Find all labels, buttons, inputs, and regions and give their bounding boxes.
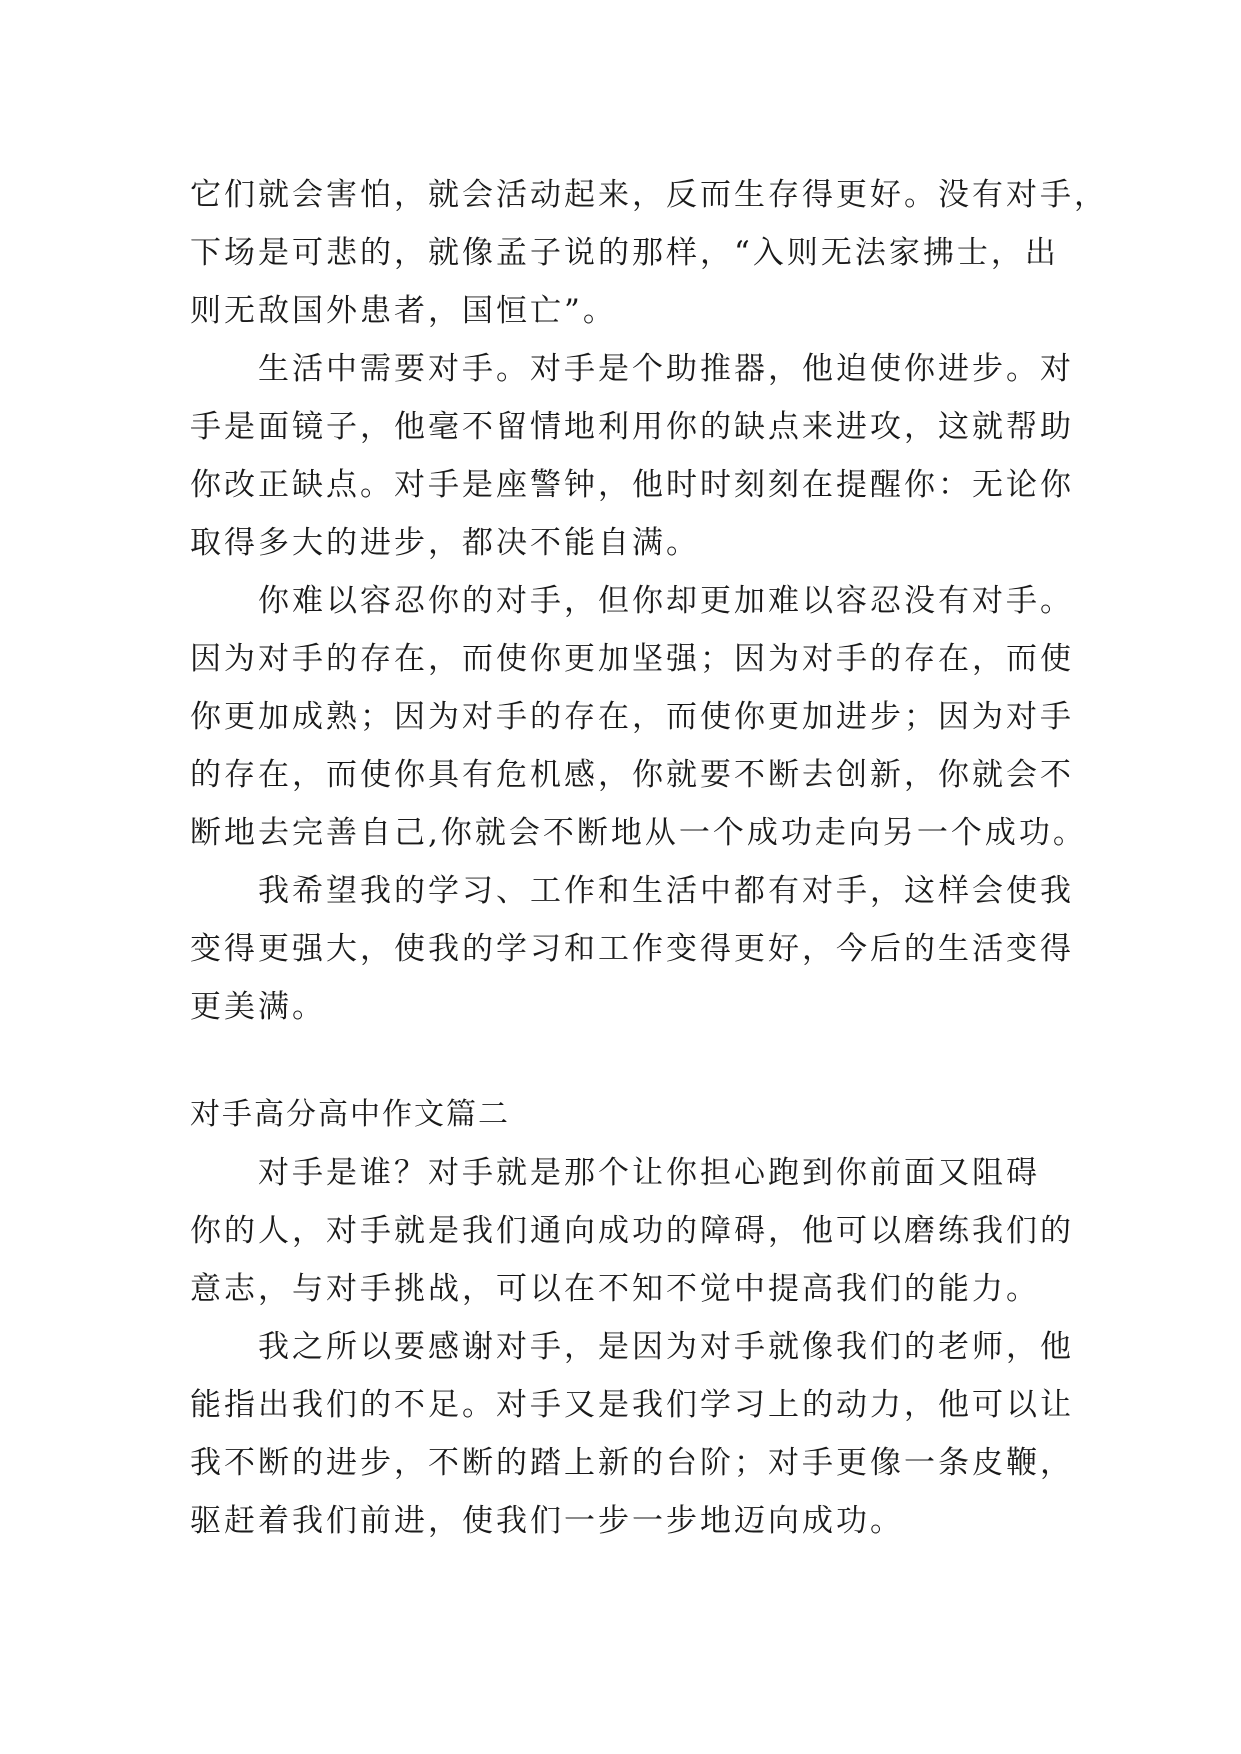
text-line: 的存在，而使你具有危机感，你就要不断去创新，你就会不 — [190, 757, 1074, 793]
section-two — [190, 1144, 1074, 1550]
text-line: 我不断的进步，不断的踏上新的台阶；对手更像一条皮鞭， — [190, 1445, 1074, 1481]
paragraph-start-line: 对手是谁？对手就是那个让你担心跑到你前面又阻碍 — [258, 1155, 1040, 1191]
paragraph-start-line: 你难以容忍你的对手，但你却更加难以容忍没有对手。 — [258, 583, 1074, 619]
section-one — [190, 166, 1108, 1036]
text-line: 你更加成熟；因为对手的存在，而使你更加进步；因为对手 — [190, 699, 1074, 735]
text-line: 变得更强大，使我的学习和工作变得更好，今后的生活变得 — [190, 931, 1074, 967]
text-line: 能指出我们的不足。对手又是我们学习上的动力，他可以让 — [190, 1387, 1074, 1423]
text-line: 则无敌国外患者，国恒亡”。 — [190, 293, 617, 329]
text-line: 因为对手的存在，而使你更加坚强；因为对手的存在，而使 — [190, 641, 1074, 677]
text-line: 它们就会害怕，就会活动起来，反而生存得更好。没有对手， — [190, 177, 1108, 213]
text-line: 断地去完善自己,你就会不断地从一个成功走向另一个成功。 — [190, 815, 1087, 851]
text-line: 驱赶着我们前进，使我们一步一步地迈向成功。 — [190, 1503, 904, 1539]
text-line: 更美满。 — [190, 989, 326, 1025]
section-heading: 对手高分高中作文篇二 — [190, 1097, 510, 1132]
paragraph-start-line: 我之所以要感谢对手，是因为对手就像我们的老师，他 — [258, 1329, 1074, 1365]
paragraph-start-line: 我希望我的学习、工作和生活中都有对手，这样会使我 — [258, 873, 1074, 909]
text-line: 你的人，对手就是我们通向成功的障碍，他可以磨练我们的 — [190, 1213, 1074, 1249]
paragraph-start-line: 生活中需要对手。对手是个助推器，他迫使你进步。对 — [258, 351, 1074, 387]
text-line: 意志，与对手挑战，可以在不知不觉中提高我们的能力。 — [190, 1271, 1040, 1307]
text-line: 取得多大的进步，都决不能自满。 — [190, 525, 700, 561]
text-line: 你改正缺点。对手是座警钟，他时时刻刻在提醒你：无论你 — [190, 467, 1074, 503]
text-line: 手是面镜子，他毫不留情地利用你的缺点来进攻，这就帮助 — [190, 409, 1074, 445]
text-line: 下场是可悲的，就像孟子说的那样，“入则无法家拂士，出 — [190, 235, 1059, 271]
